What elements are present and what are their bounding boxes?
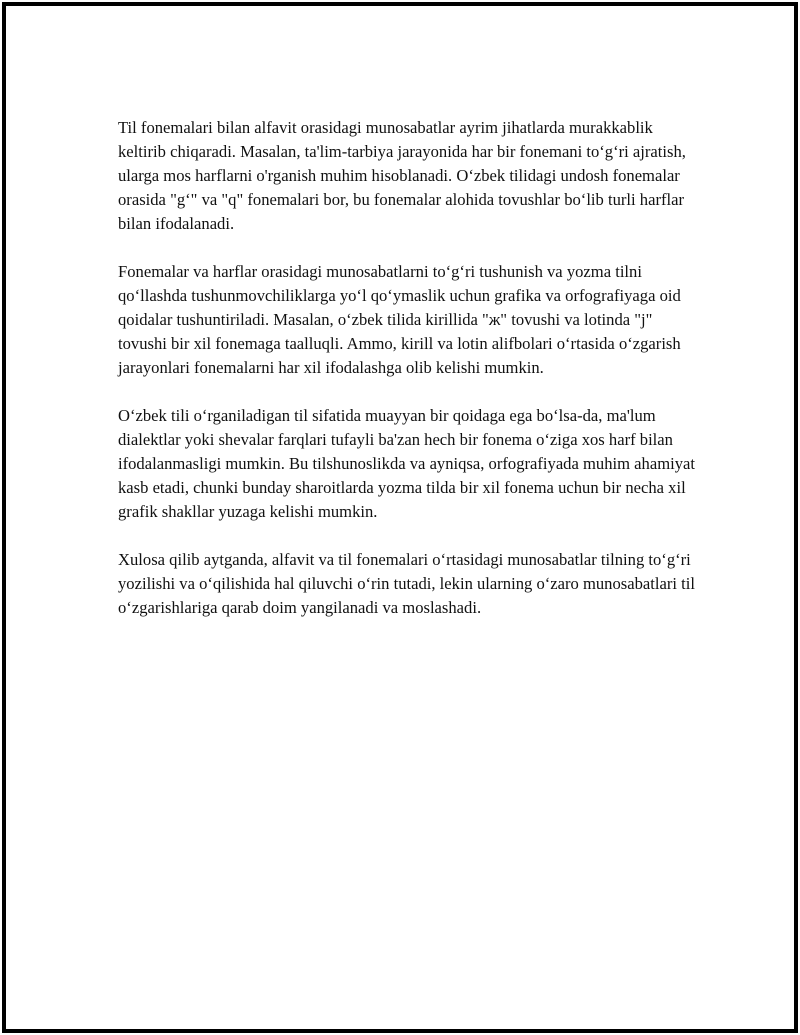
paragraph-1: Til fonemalari bilan alfavit orasidagi munosabatlar ayrim jihatlarda murakkablik keltirib chiqaradi. Masalan, ta'lim-tarbiya jarayonida har bir fonemani to‘g‘ri ajratish, ularga mos harflarni o'rganish muhim hisoblanadi. O‘zbek tilidagi undosh fonemalar orasida "g‘" va "q" fonemalari bor, bu fonemalar alohida tovushlar bo‘lib turli harflar bilan ifodalanadi. — [118, 118, 686, 233]
paragraph-3: O‘zbek tili o‘rganiladigan til sifatida muayyan bir qoidaga ega bo‘lsa-da, ma'lum dialektlar yoki shevalar farqlari tufayli ba'zan hech bir fonema o‘ziga xos harf bilan ifodalanmasligi mumkin. Bu tilshunoslikda va ayniqsa, orfografiyada muhim ahamiyat kasb etadi, chunki bunday sharoitlarda yozma tilda bir xil fonema uchun bir necha xil grafik shakllar yuzaga kelishi mumkin. — [118, 406, 695, 521]
document-body — [118, 116, 698, 644]
paragraph-2: Fonemalar va harflar orasidagi munosabatlarni to‘g‘ri tushunish va yozma tilni qo‘llashda tushunmovchiliklarga yo‘l qo‘ymaslik uchun grafika va orfografiyaga oid qoidalar tushuntiriladi. Masalan, o‘zbek tilida kirillida "ж" tovushi va lotinda "j" tovushi bir xil fonemaga taalluqli. Ammo, kirill va lotin alifbolari o‘rtasida o‘zgarish jarayonlari fonemalarni har xil ifodalashga olib kelishi mumkin. — [118, 262, 681, 377]
paragraph-4: Xulosa qilib aytganda, alfavit va til fonemalari o‘rtasidagi munosabatlar tilning to‘g‘ri yozilishi va o‘qilishida hal qiluvchi o‘rin tutadi, lekin ularning o‘zaro munosabatlari til o‘zgarishlariga qarab doim yangilanadi va moslashadi. — [118, 550, 695, 617]
